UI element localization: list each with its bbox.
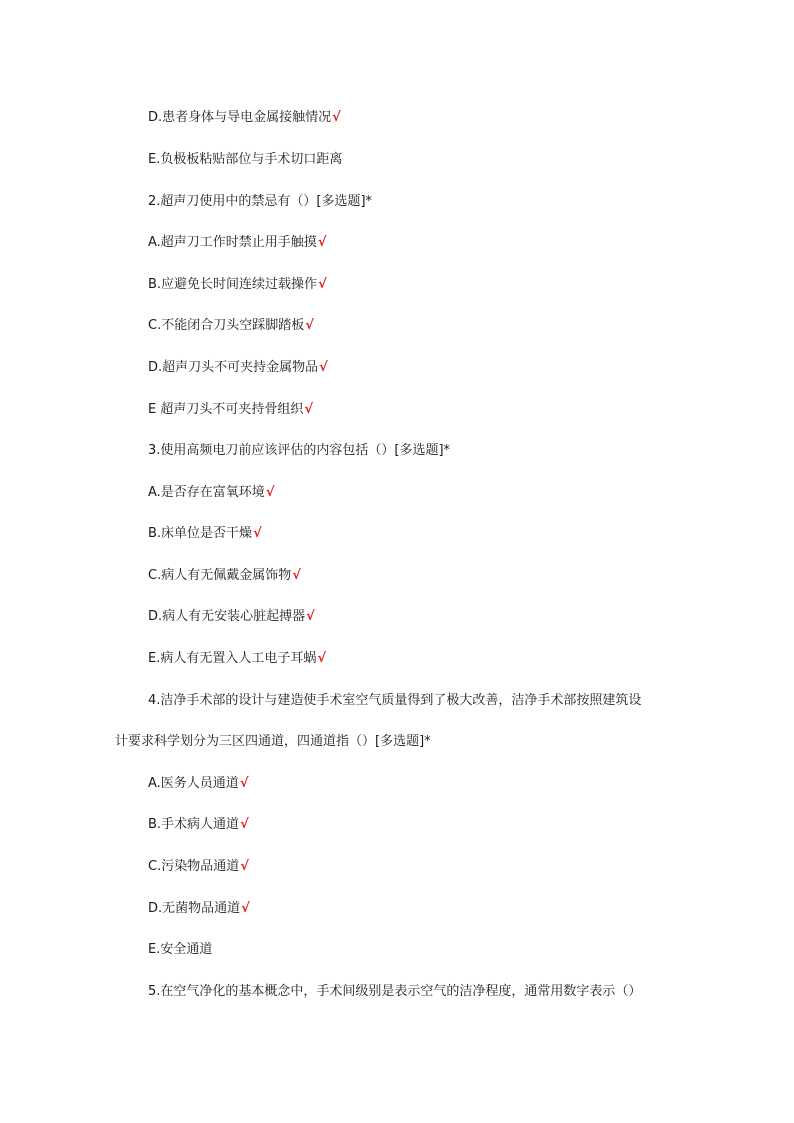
check-mark-icon: √ [240,817,249,832]
check-mark-icon: √ [306,609,315,624]
option-text: D.无菌物品通道 [148,901,241,916]
check-mark-icon: √ [292,568,301,583]
check-mark-icon: √ [240,859,249,874]
option-text: E 超声刀头不可夹持骨组织 [148,402,304,417]
question-text: 5.在空气净化的基本概念中，手术间级别是表示空气的洁净程度，通常用数字表示（） [148,984,642,999]
option-text: A.是否存在富氧环境 [148,485,265,500]
option-text: A.医务人员通道 [148,776,239,791]
option-text: C.不能闭合刀头空踩脚踏板 [148,318,305,333]
option-line [148,359,328,377]
option-text: B.床单位是否干燥 [148,526,253,541]
option-text: C.污染物品通道 [148,859,240,874]
check-mark-icon: √ [253,526,262,541]
option-line [148,567,301,585]
check-mark-icon: √ [317,235,327,250]
option-text: E.负极板粘贴部位与手术切口距离 [148,152,343,167]
question-line [148,193,372,211]
option-text: B.手术病人通道 [148,817,240,832]
option-line [148,858,249,876]
option-line [148,525,262,543]
question-text: 2.超声刀使用中的禁忌有（）[多选题]* [148,194,373,209]
option-text: D.超声刀头不可夹持金属物品 [148,360,319,375]
check-mark-icon: √ [304,402,314,417]
question-text: 3.使用高频电刀前应该评估的内容包括（）[多选题]* [148,443,451,458]
option-line [148,941,212,959]
option-line [148,401,313,419]
option-text: D.患者身体与导电金属接触情况 [148,110,332,125]
check-mark-icon: √ [241,901,250,916]
question-line [148,692,641,710]
option-line [148,816,249,834]
option-line [148,775,248,793]
option-text: C.病人有无佩戴金属饰物 [148,568,292,583]
option-text: B.应避免长时间连续过载操作 [148,277,318,292]
option-line [148,109,341,127]
check-mark-icon: √ [305,318,314,333]
option-line [148,276,327,294]
check-mark-icon: √ [265,485,275,500]
question-line-continued [115,733,431,751]
option-line [148,900,250,918]
check-mark-icon: √ [239,776,249,791]
option-line [148,151,342,169]
question-line [148,983,641,1001]
check-mark-icon: √ [317,651,327,666]
question-text: 4.洁净手术部的设计与建造使手术室空气质量得到了极大改善，洁净手术部按照建筑设 [148,693,642,708]
question-text: 计要求科学划分为三区四通道，四通道指（）[多选题]* [115,734,431,749]
option-text: E.病人有无置入人工电子耳蜗 [148,651,317,666]
option-line [148,608,315,626]
option-line [148,650,326,668]
option-line [148,317,314,335]
option-line [148,234,326,252]
check-mark-icon: √ [332,110,341,125]
check-mark-icon: √ [319,360,328,375]
option-text: D.病人有无安装心脏起搏器 [148,609,306,624]
check-mark-icon: √ [318,277,327,292]
question-line [148,442,450,460]
option-text: A.超声刀工作时禁止用手触摸 [148,235,317,250]
option-line [148,484,274,502]
option-text: E.安全通道 [148,942,213,957]
